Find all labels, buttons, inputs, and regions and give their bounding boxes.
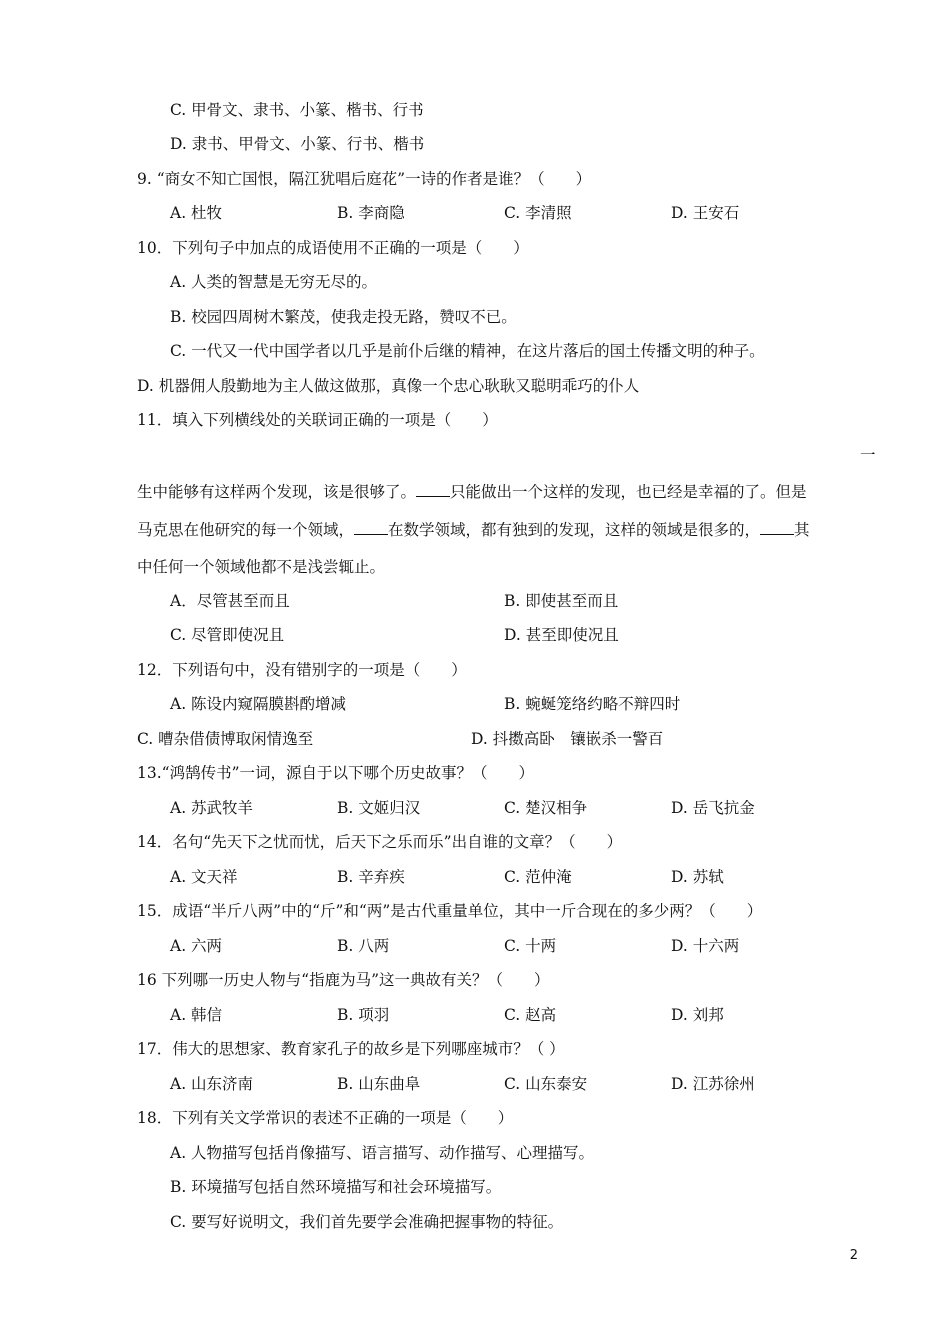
q11-para1-a: 生中能够有这样两个发现，该是很够了。 — [137, 483, 417, 501]
q10-stem: 10．下列句子中加点的成语使用不正确的一项是（ ） — [137, 239, 529, 257]
q12-option-b: B. 蜿蜒笼络约略不辩四时 — [504, 695, 681, 713]
q18-option-a: A. 人物描写包括肖像描写、语言描写、动作描写、心理描写。 — [170, 1144, 595, 1162]
q11-option-d: D. 甚至即使况且 — [504, 626, 619, 644]
blank-1 — [416, 482, 450, 497]
q16-stem: 16 下列哪一历史人物与“指鹿为马”这一典故有关？（ ） — [137, 971, 550, 989]
q9-option-b: B. 李商隐 — [337, 204, 405, 222]
q17-option-d: D. 江苏徐州 — [671, 1075, 755, 1093]
q11-para2-a: 马克思在他研究的每一个领域， — [137, 521, 355, 539]
q17-stem: 17．伟大的思想家、教育家孔子的故乡是下列哪座城市？（ ） — [137, 1040, 565, 1058]
q10-option-b: B. 校园四周树木繁茂，使我走投无路，赞叹不已。 — [170, 308, 517, 326]
q12-stem: 12．下列语句中，没有错别字的一项是（ ） — [137, 661, 467, 679]
q9-option-c: C. 李清照 — [504, 204, 572, 222]
q18-stem: 18．下列有关文学常识的表述不正确的一项是（ ） — [137, 1109, 514, 1127]
q18-option-b: B. 环境描写包括自然环境描写和社会环境描写。 — [170, 1178, 502, 1196]
q10-option-d: D. 机器佣人殷勤地为主人做这做那，真像一个忠心耿耿又聪明乖巧的仆人 — [137, 377, 640, 395]
q14-stem: 14．名句“先天下之忧而忧，后天下之乐而乐”出自谁的文章？（ ） — [137, 833, 623, 851]
q12-option-c: C. 嘈杂借债博取闲情逸至 — [137, 730, 314, 748]
q12-option-a: A. 陈设内窥隔膜斟酌增减 — [170, 695, 347, 713]
q11-paragraph-line-2 — [137, 520, 810, 540]
q14-option-a: A. 文天祥 — [170, 868, 238, 886]
q11-trailing-char: 一 — [860, 446, 876, 464]
q10-option-c: C. 一代又一代中国学者以几乎是前仆后继的精神，在这片落后的国土传播文明的种子。 — [170, 342, 765, 360]
q14-option-d: D. 苏轼 — [671, 868, 724, 886]
q8-option-c: C. 甲骨文、隶书、小篆、楷书、行书 — [170, 101, 424, 119]
q11-option-a: A．尽管甚至而且 — [170, 592, 290, 610]
q11-paragraph-line-3: 中任何一个领域他都不是浅尝辄止。 — [137, 558, 386, 576]
q11-option-c: C. 尽管即使况且 — [170, 626, 285, 644]
blank-2 — [354, 520, 388, 535]
q11-option-b: B. 即使甚至而且 — [504, 592, 619, 610]
q14-option-b: B. 辛弃疾 — [337, 868, 405, 886]
q15-option-c: C. 十两 — [504, 937, 557, 955]
q18-option-c: C. 要写好说明文，我们首先要学会准确把握事物的特征。 — [170, 1213, 564, 1231]
q17-option-c: C. 山东泰安 — [504, 1075, 588, 1093]
q17-option-b: B. 山东曲阜 — [337, 1075, 421, 1093]
q10-option-a: A. 人类的智慧是无穷无尽的。 — [170, 273, 378, 291]
q13-stem: 13.“鸿鹄传书”一词，源自于以下哪个历史故事？（ ） — [137, 764, 535, 782]
q11-para1-b: 只能做出一个这样的发现，也已经是幸福的了。但是 — [450, 483, 807, 501]
blank-3 — [760, 520, 794, 535]
q15-stem: 15．成语“半斤八两”中的“斤”和“两”是古代重量单位，其中一斤合现在的多少两？（ ） — [137, 902, 763, 920]
q15-option-a: A. 六两 — [170, 937, 223, 955]
q12-option-d: D. 抖擞高卧 镶嵌杀一警百 — [471, 730, 664, 748]
q8-option-d: D. 隶书、甲骨文、小篆、行书、楷书 — [170, 135, 425, 153]
q9-stem: 9. “商女不知亡国恨，隔江犹唱后庭花”一诗的作者是谁？（ ） — [137, 170, 592, 188]
q16-option-a: A. 韩信 — [170, 1006, 223, 1024]
q16-option-d: D. 刘邦 — [671, 1006, 724, 1024]
q15-option-d: D. 十六两 — [671, 937, 740, 955]
q13-option-d: D. 岳飞抗金 — [671, 799, 755, 817]
q13-option-a: A. 苏武牧羊 — [170, 799, 254, 817]
q11-paragraph-line-1 — [137, 482, 807, 502]
q17-option-a: A. 山东济南 — [170, 1075, 254, 1093]
q16-option-c: C. 赵高 — [504, 1006, 557, 1024]
q13-option-c: C. 楚汉相争 — [504, 799, 588, 817]
q9-option-a: A. 杜牧 — [170, 204, 223, 222]
q13-option-b: B. 文姬归汉 — [337, 799, 421, 817]
q9-option-d: D. 王安石 — [671, 204, 740, 222]
q16-option-b: B. 项羽 — [337, 1006, 390, 1024]
q11-para2-c: 其 — [794, 521, 810, 539]
q11-stem: 11．填入下列横线处的关联词正确的一项是（ ） — [137, 411, 498, 429]
q11-para2-b: 在数学领域，都有独到的发现，这样的领域是很多的， — [388, 521, 761, 539]
q15-option-b: B. 八两 — [337, 937, 390, 955]
q14-option-c: C. 范仲淹 — [504, 868, 572, 886]
page-number: 2 — [849, 1248, 858, 1263]
